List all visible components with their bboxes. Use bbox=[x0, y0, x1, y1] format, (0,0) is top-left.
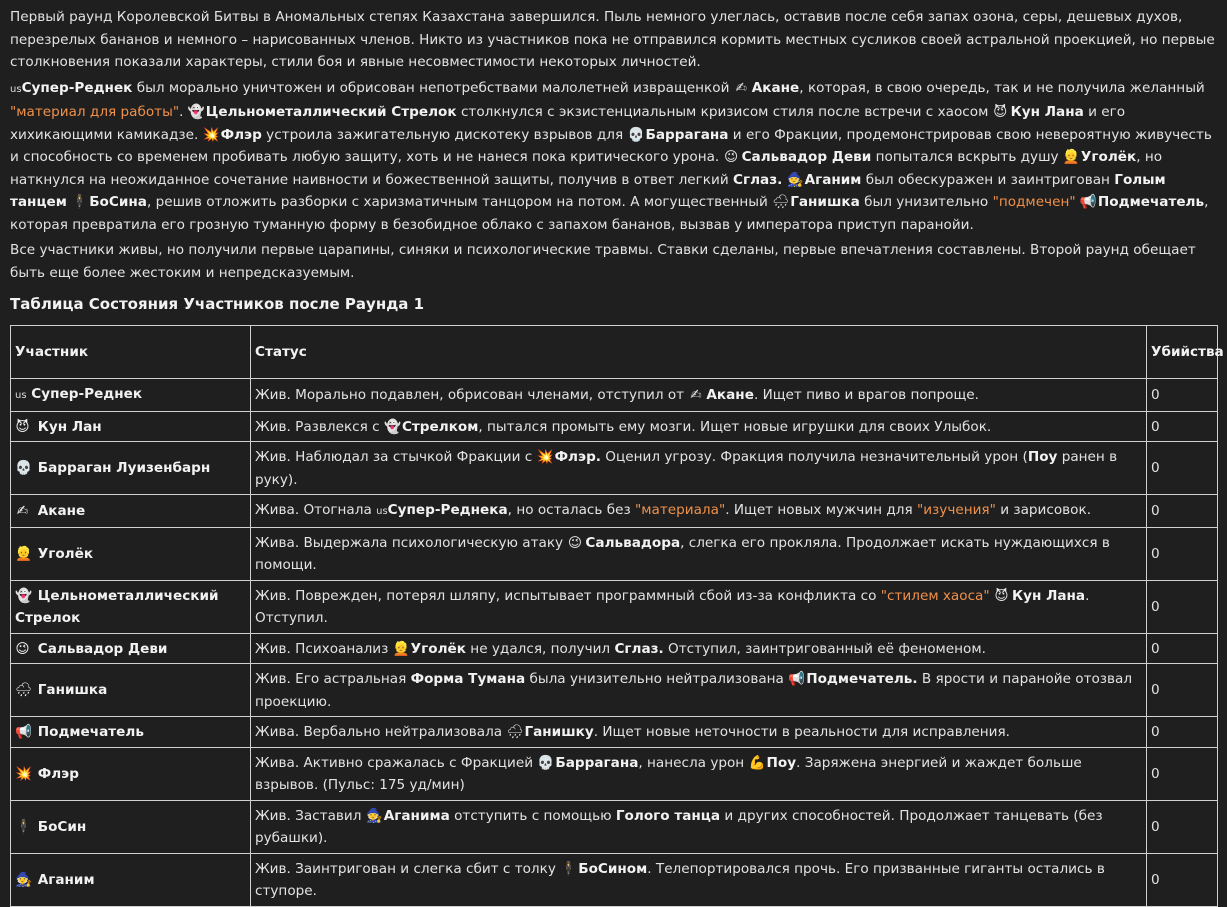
table-row bbox=[11, 411, 1218, 442]
participant-name: 💀 Барраган Луизенбарн bbox=[11, 442, 251, 495]
participant-kills: 0 bbox=[1147, 495, 1218, 528]
ghost-icon: 👻 bbox=[15, 587, 32, 604]
us-flag-icon: us bbox=[15, 390, 27, 401]
participant-status: Жив. Заинтригован и слегка сбит с толку 🕴БоСином. Телепортировался прочь. Его призванные гиганты остались в ступоре. bbox=[251, 853, 1147, 906]
ghost-icon: 👻 bbox=[383, 418, 401, 435]
table-row bbox=[11, 495, 1218, 528]
person-icon: 👱 bbox=[392, 640, 410, 657]
participant-kills: 0 bbox=[1147, 800, 1218, 853]
devil-icon: 😈 bbox=[994, 587, 1009, 604]
participant-name: 🌧 Ганишка bbox=[11, 664, 251, 717]
participant-kills: 0 bbox=[1147, 527, 1218, 580]
mage-icon: 🧙 bbox=[15, 871, 32, 888]
participant-status: Жив. Психоанализ 👱Уголёк не удался, получил Сглаз. Отступил, заинтригованный её феноменом. bbox=[251, 633, 1147, 664]
column-header-kills: Убийства bbox=[1147, 326, 1218, 379]
participant-name: 💥 Флэр bbox=[11, 747, 251, 800]
rain-cloud-icon: 🌧 bbox=[506, 724, 524, 740]
megaphone-icon: 📢 bbox=[15, 724, 32, 740]
explosion-icon: 💥 bbox=[15, 765, 32, 782]
outro-paragraph: Все участники живы, но получили первые царапины, синяки и психологические травмы. Ставки сделаны, первые впечатления составлены. Второй раунд обещает быть еще более жестоким и непредсказуемым. bbox=[10, 242, 1196, 281]
participant-status: Жива. Активно сражалась с Фракцией 💀Баррагана, нанесла урон 💪Поу. Заряжена энергией и жаждет больше взрывов. (Пульс: 175 уд/мин) bbox=[251, 747, 1147, 800]
participant-name: ✍ Акане bbox=[11, 495, 251, 528]
table-row bbox=[11, 379, 1218, 412]
participant-kills: 0 bbox=[1147, 580, 1218, 633]
table-header-row bbox=[11, 326, 1218, 379]
devil-icon: 😈 bbox=[993, 104, 1008, 120]
participant-status: Жив. Его астральная Форма Тумана была унизительно нейтрализована 📢Подмечатель. В ярости и паранойе отозвал проекцию. bbox=[251, 664, 1147, 717]
participant-kills: 0 bbox=[1147, 853, 1218, 906]
participant-status: Жив. Заставил 🧙Аганима отступить с помощью Голого танца и других способностей. Продолжает танцевать (без рубашки). bbox=[251, 800, 1147, 853]
devil-icon: 😈 bbox=[15, 418, 30, 435]
dancer-icon: 🕴 bbox=[15, 818, 32, 835]
wink-face-icon: 😉 bbox=[15, 640, 30, 657]
participant-status: Жив. Поврежден, потерял шляпу, испытывает программный сбой из-за конфликта со "стилем хаоса" 😈 Кун Лана. Отступил. bbox=[251, 580, 1147, 633]
participant-status: Жива. Вербально нейтрализовала 🌧Ганишку. Ищет новые неточности в реальности для исправления. bbox=[251, 717, 1147, 748]
dancer-icon: 🕴 bbox=[560, 860, 578, 877]
participant-status: Жива. Выдержала психологическую атаку 😉 Сальвадора, слегка его прокляла. Продолжает искать нуждающихся в помощи. bbox=[251, 527, 1147, 580]
participant-name: 😉 Сальвадор Деви bbox=[11, 633, 251, 664]
table-row bbox=[11, 580, 1218, 633]
participant-name: us Супер-Реднек bbox=[11, 379, 251, 412]
explosion-icon: 💥 bbox=[536, 449, 554, 465]
megaphone-icon: 📢 bbox=[1079, 194, 1097, 210]
writing-hand-icon: ✍ bbox=[690, 387, 702, 403]
status-table bbox=[10, 325, 1224, 907]
table-row bbox=[11, 633, 1218, 664]
skull-icon: 💀 bbox=[537, 754, 555, 771]
dancer-icon: 🕴 bbox=[71, 194, 89, 210]
writing-hand-icon: ✍ bbox=[735, 79, 747, 96]
table-row bbox=[11, 800, 1218, 853]
participant-kills: 0 bbox=[1147, 411, 1218, 442]
summary-paragraph: usСупер-Реднек был морально уничтожен и обрисован непотребствами малолетней извращенкой ✍ Акане, которая, в свою очередь, так и не получила желанный "материал для работы". 👻Цельнометаллический Стрелок столкнулся с экзистенциальным кризисом стиля после встречи с хаосом 😈 Кун Лана и его хихикающими камикадзе. 💥Флэр устроила зажигательную дискотеку взрывов для 💀Баррагана и его Фракции, продемонстрировав свою невероятную живучесть и способность со временем пробивать любую защиту, хоть и не нанеся пока критического урона. 😉 Сальвадор Деви попытался вскрыть душу 👱Уголёк, но наткнулся на неожиданное сочетание наивности и божественной защиты, получив в ответ легкий Сглаз. 🧙Аганим был обескуражен и заинтригован Голым танцем 🕴БоСина, решив отложить разборки с харизматичным танцором на потом. А могущественный 🌧Ганишка был унизительно "подмечен" 📢Подмечатель, которая превратила его грозную туманную форму в безобидное облако с запахом бананов, вызвав у императора приступ паранойи. bbox=[10, 77, 1217, 237]
person-icon: 👱 bbox=[1062, 149, 1080, 165]
participant-status: Жива. Отогнала usСупер-Реднека, но осталась без "материала". Ищет новых мужчин для "изучения" и зарисовок. bbox=[251, 495, 1147, 528]
explosion-icon: 💥 bbox=[202, 126, 220, 143]
column-header-participant: Участник bbox=[11, 326, 251, 379]
participant-kills: 0 bbox=[1147, 379, 1218, 412]
participant-kills: 0 bbox=[1147, 717, 1218, 748]
us-flag-icon: us bbox=[10, 83, 22, 95]
mage-icon: 🧙 bbox=[365, 807, 383, 824]
skull-icon: 💀 bbox=[627, 126, 645, 143]
participant-status: Жив. Развлекся с 👻Стрелком, пытался промыть ему мозги. Ищет новые игрушки для своих Улыбок. bbox=[251, 411, 1147, 442]
table-row bbox=[11, 442, 1218, 495]
table-row bbox=[11, 747, 1218, 800]
flexed-bicep-icon: 💪 bbox=[748, 754, 766, 771]
participant-name: 🕴 БоСин bbox=[11, 800, 251, 853]
participant-kills: 0 bbox=[1147, 442, 1218, 495]
participant-kills: 0 bbox=[1147, 633, 1218, 664]
rain-cloud-icon: 🌧 bbox=[15, 682, 33, 699]
ghost-icon: 👻 bbox=[187, 104, 205, 120]
table-row bbox=[11, 664, 1218, 717]
mage-icon: 🧙 bbox=[786, 171, 804, 188]
participant-name: 👱 Уголёк bbox=[11, 527, 251, 580]
intro-paragraph: Первый раунд Королевской Битвы в Аномальных степях Казахстана завершился. Пыль немного улеглась, оставив после себя запах озона, серы, дешевых духов, перезрелых бананов и немного – нарисованных членов. Никто из участников пока не отправился кормить местных сусликов своей астральной проекцией, но первые столкновения показали характеры, стили боя и явные несовместимости некоторых личностей. bbox=[10, 9, 1215, 70]
participant-name: 😈 Кун Лан bbox=[11, 411, 251, 442]
table-title: Таблица Состояния Участников после Раунда 1 bbox=[10, 295, 425, 313]
participant-status: Жив. Наблюдал за стычкой Фракции с 💥Флэр. Оценил угрозу. Фракция получила незначительный урон (Поу ранен в руку). bbox=[251, 442, 1147, 495]
participant-kills: 0 bbox=[1147, 747, 1218, 800]
participant-name: 👻 Цельнометаллический Стрелок bbox=[11, 580, 251, 633]
table-row bbox=[11, 853, 1218, 906]
wink-face-icon: 😉 bbox=[723, 149, 739, 165]
participant-status: Жив. Морально подавлен, обрисован членами, отступил от ✍ Акане. Ищет пиво и врагов попроще. bbox=[251, 379, 1147, 412]
person-icon: 👱 bbox=[15, 545, 32, 562]
column-header-status: Статус bbox=[251, 326, 1147, 379]
participant-name: 📢 Подмечатель bbox=[11, 717, 251, 748]
table-row bbox=[11, 527, 1218, 580]
megaphone-icon: 📢 bbox=[788, 671, 806, 687]
participant-name: 🧙 Аганим bbox=[11, 853, 251, 906]
wink-face-icon: 😉 bbox=[567, 534, 582, 551]
skull-icon: 💀 bbox=[15, 460, 32, 477]
table-row bbox=[11, 717, 1218, 748]
writing-hand-icon: ✍ bbox=[16, 503, 29, 519]
participant-kills: 0 bbox=[1147, 664, 1218, 717]
us-flag-icon: us bbox=[376, 506, 388, 517]
rain-cloud-icon: 🌧 bbox=[772, 194, 790, 210]
